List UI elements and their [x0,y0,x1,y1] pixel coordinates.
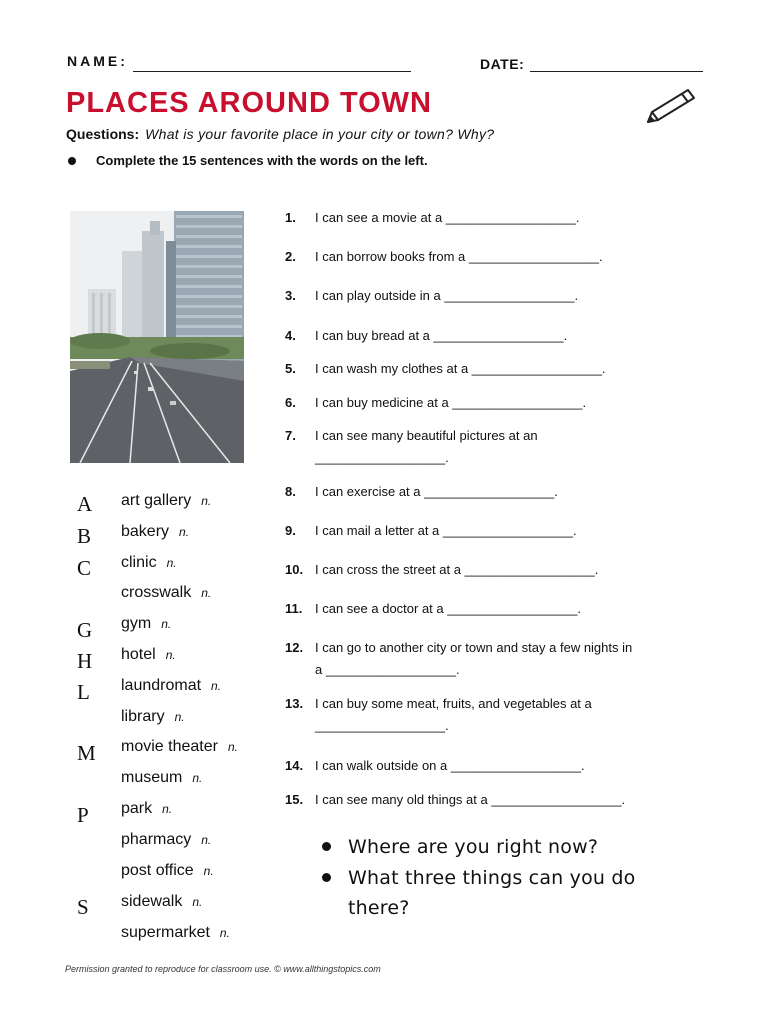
questions-line [66,126,494,142]
list-item [121,769,202,787]
sentence-number: 11. [285,601,303,616]
list-item [121,492,211,510]
date-field[interactable] [530,71,703,72]
pencil-icon [640,84,700,128]
word-text: clinic [121,554,157,571]
sentence-4 [285,325,645,347]
word-text: gym [121,615,152,632]
sentence-text: I can see many beautiful pictures at an __________________. [315,428,538,465]
sentence-number: 4. [285,328,296,343]
sentence-text: I can wash my clothes at a __________________. [315,361,606,376]
sentence-text: I can borrow books from a __________________. [315,249,603,264]
word-pos: n. [192,895,203,909]
sentence-number: 15. [285,792,304,807]
letter-g: G [77,618,93,642]
list-item [121,708,185,726]
word-text: laundromat [121,677,202,694]
sentence-number: 10. [285,562,304,577]
word-text: museum [121,769,183,786]
sentence-text: I can see a movie at a __________________. [315,210,580,225]
sentence-text: I can play outside in a __________________. [315,288,579,303]
city-street-photo [70,211,244,463]
questions-text: What is your favorite place in your city or town? Why? [145,126,495,142]
letter-s: S [77,895,89,919]
sentence-15 [285,789,705,811]
word-pos: n. [201,586,212,600]
sentence-number: 13. [285,696,304,711]
word-pos: n. [179,525,190,539]
word-text: supermarket [121,924,210,941]
sentence-9 [285,520,645,542]
word-text: hotel [121,646,156,663]
sentence-1 [285,207,645,229]
word-text: movie theater [121,738,218,755]
word-pos: n. [162,802,173,816]
name-label: NAME: [67,53,128,69]
date-label: DATE: [480,56,525,72]
word-text: crosswalk [121,584,192,601]
sentence-number: 8. [285,484,296,499]
footer-credit: Permission granted to reproduce for classroom use. © www.allthingstopics.com [65,964,381,974]
list-item [121,554,177,572]
list-item [121,738,238,756]
word-pos: n. [174,710,185,724]
word-text: art gallery [121,492,192,509]
letter-b: B [77,524,92,548]
word-pos: n. [211,679,222,693]
word-text: bakery [121,523,170,540]
letter-c: C [77,556,92,580]
sentence-6 [285,392,645,414]
list-item [121,584,211,602]
sentence-number: 3. [285,288,296,303]
sentence-text: I can see a doctor at a __________________. [315,601,581,616]
sentence-number: 2. [285,249,296,264]
sentence-number: 6. [285,395,296,410]
discussion-question: Where are you right now? [348,836,599,858]
name-field[interactable] [133,71,411,72]
bullet [322,873,331,882]
sentence-10 [285,559,645,581]
list-item [121,615,171,633]
word-pos: n. [166,556,177,570]
page-title: PLACES AROUND TOWN [66,87,432,119]
sentence-text: I can buy medicine at a __________________. [315,395,587,410]
sentence-number: 5. [285,361,296,376]
letter-h: H [77,649,93,673]
list-item [121,924,230,942]
word-pos: n. [192,771,203,785]
questions-label: Questions: [66,126,140,142]
word-text: post office [121,862,194,879]
word-text: park [121,800,153,817]
list-item [121,893,202,911]
letter-a: A [77,492,93,516]
list-item [121,831,211,849]
sentence-14 [285,755,645,777]
sentence-text: I can exercise at a __________________. [315,484,558,499]
sentence-number: 1. [285,210,296,225]
sentence-11 [285,598,645,620]
sentence-5 [285,358,645,380]
sentence-text: I can mail a letter at a __________________. [315,523,577,538]
list-item [121,800,172,818]
word-pos: n. [203,864,214,878]
word-text: library [121,708,165,725]
sentence-7 [285,425,605,469]
word-pos: n. [227,740,238,754]
letter-l: L [77,680,90,704]
sentence-number: 7. [285,428,296,443]
sentence-text: I can go to another city or town and stay a few nights in a __________________. [315,640,633,677]
instruction: Complete the 15 sentences with the words on the left. [96,153,428,168]
list-item [121,862,214,880]
letter-p: P [77,803,89,827]
sentence-number: 14. [285,758,304,773]
word-text: sidewalk [121,893,183,910]
bullet [68,157,76,165]
list-item [121,677,221,695]
list-item [121,523,189,541]
sentence-text: I can buy bread at a __________________. [315,328,568,343]
sentence-2 [285,246,645,268]
letter-m: M [77,741,96,765]
sentence-number: 12. [285,640,304,655]
word-pos: n. [201,833,212,847]
sentence-13 [285,693,645,737]
sentence-text: I can buy some meat, fruits, and vegetables at a __________________. [315,696,592,733]
sentence-text: I can see many old things at a __________________. [315,792,626,807]
sentence-text: I can walk outside on a __________________. [315,758,585,773]
list-item [121,646,176,664]
discussion-question: What three things can you do there? [348,867,636,919]
sentence-3 [285,285,645,307]
sentence-text: I can cross the street at a __________________. [315,562,599,577]
sentence-number: 9. [285,523,296,538]
bullet [322,842,331,851]
word-text: pharmacy [121,831,192,848]
word-pos: n. [201,494,212,508]
sentence-12 [285,637,645,681]
word-pos: n. [165,648,176,662]
word-pos: n. [161,617,172,631]
sentence-8 [285,481,645,503]
word-pos: n. [219,926,230,940]
